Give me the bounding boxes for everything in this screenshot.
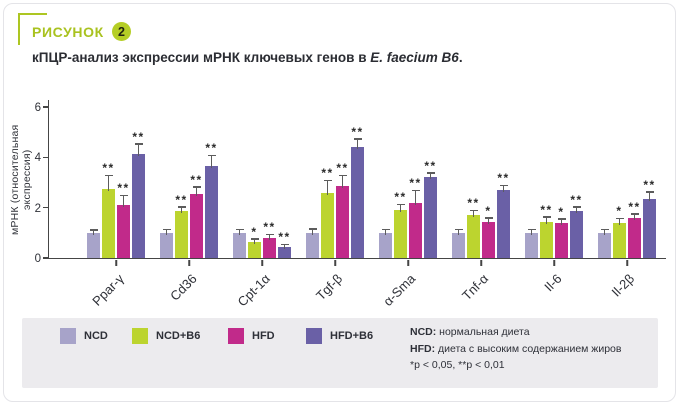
error-bar-cap bbox=[455, 229, 463, 231]
significance-label: ** bbox=[278, 230, 291, 245]
y-axis-label: мРНК (относительная экспрессия) bbox=[9, 124, 33, 236]
figure-number-badge: 2 bbox=[112, 22, 131, 41]
error-bar bbox=[458, 230, 460, 235]
legend-item-ncd-b6 bbox=[132, 328, 200, 344]
bar-NCD-Tgf-β bbox=[306, 233, 319, 258]
legend-notes bbox=[410, 324, 621, 374]
legend-item-ncd bbox=[60, 328, 108, 344]
error-bar-cap bbox=[309, 228, 317, 230]
bar-group-Tnf-α bbox=[452, 100, 510, 304]
y-tick-label: 4 bbox=[34, 152, 41, 165]
category-label-Cpt-1α: Cpt-1α bbox=[234, 271, 273, 310]
y-tick-label: 6 bbox=[34, 102, 41, 114]
significance-label: ** bbox=[175, 192, 188, 207]
bar-cell bbox=[452, 100, 465, 258]
bar-cell bbox=[205, 100, 218, 258]
error-bar bbox=[400, 205, 402, 212]
bar-NCD-Tnf-α bbox=[452, 233, 465, 258]
x-tick bbox=[334, 260, 336, 266]
error-bar bbox=[385, 230, 387, 235]
category-label-Il-6: Il-6 bbox=[541, 271, 565, 295]
error-bar bbox=[415, 191, 417, 204]
pvalue-note: *p < 0,05, **p < 0,01 bbox=[410, 359, 505, 371]
bar-cell bbox=[379, 100, 392, 258]
significance-label: ** bbox=[540, 202, 553, 217]
bar-NCD-α-Sma bbox=[379, 233, 392, 258]
note-text: нормальная диета bbox=[436, 326, 530, 338]
error-bar bbox=[649, 193, 651, 201]
bar-group-Tgf-β bbox=[306, 100, 364, 304]
note-text: диета с высоким содержанием жиров bbox=[435, 342, 622, 355]
legend-swatch bbox=[60, 328, 76, 344]
legend-swatch bbox=[306, 328, 322, 344]
bar-cell bbox=[278, 100, 291, 258]
figure-title-italic: E. faecium B6 bbox=[370, 50, 459, 65]
bar-groups bbox=[49, 100, 666, 310]
error-bar bbox=[269, 235, 271, 240]
bar-cell bbox=[525, 100, 538, 258]
x-tick bbox=[261, 260, 263, 266]
bar-NCD+B6-α-Sma bbox=[394, 210, 407, 258]
error-bar bbox=[634, 215, 636, 220]
error-bar-cap bbox=[601, 229, 609, 231]
bar-NCD-Il-6 bbox=[525, 233, 538, 258]
significance-label: ** bbox=[321, 166, 334, 181]
error-bar bbox=[93, 231, 95, 235]
y-tick bbox=[43, 157, 49, 159]
error-bar bbox=[239, 230, 241, 235]
figure-label: РИСУНОК bbox=[32, 24, 104, 40]
bar-HFD+B6-Il-6 bbox=[570, 211, 583, 258]
bar-cell bbox=[467, 100, 480, 258]
error-bar bbox=[138, 145, 140, 156]
bar-NCD+B6-Il-2β bbox=[613, 223, 626, 258]
bar-NCD-Cd36 bbox=[160, 233, 173, 258]
note-term: HFD: bbox=[410, 342, 436, 355]
error-bar bbox=[531, 230, 533, 235]
figure-title-text: кПЦР-анализ экспрессии мРНК ключевых генов в bbox=[32, 50, 371, 65]
note-term: NCD: bbox=[410, 326, 437, 338]
y-tick-label: 2 bbox=[34, 202, 41, 215]
significance-label: ** bbox=[190, 172, 203, 187]
bar-HFD+B6-Tgf-β bbox=[351, 147, 364, 258]
bar-HFD-Cd36 bbox=[190, 194, 203, 258]
error-bar bbox=[473, 211, 475, 217]
bar-NCD+B6-Il-6 bbox=[540, 222, 553, 258]
bar-cell bbox=[87, 100, 100, 258]
legend-item-hfd bbox=[228, 328, 275, 344]
bar-group-α-Sma bbox=[379, 100, 437, 309]
y-tick bbox=[43, 106, 49, 108]
bar-NCD+B6-Tnf-α bbox=[467, 215, 480, 258]
bar-HFD-Il-2β bbox=[628, 218, 641, 258]
error-bar bbox=[181, 208, 183, 214]
significance-label: ** bbox=[467, 196, 480, 211]
bar-HFD-α-Sma bbox=[409, 203, 422, 258]
significance-label: ** bbox=[394, 190, 407, 205]
figure-title-period: . bbox=[458, 50, 463, 65]
error-bar bbox=[312, 230, 314, 235]
bar-group-Cpt-1α bbox=[233, 100, 291, 310]
error-bar bbox=[196, 188, 198, 196]
significance-label: ** bbox=[497, 171, 510, 186]
category-label-Tgf-β: Tgf-β bbox=[313, 271, 346, 304]
x-tick bbox=[407, 260, 409, 266]
error-bar bbox=[327, 181, 329, 194]
error-bar bbox=[546, 218, 548, 224]
x-tick bbox=[115, 260, 117, 266]
significance-label: * bbox=[616, 204, 623, 218]
significance-label: ** bbox=[643, 177, 656, 192]
bar-cell bbox=[306, 100, 319, 258]
error-bar bbox=[561, 220, 563, 225]
x-tick bbox=[553, 260, 555, 266]
error-bar bbox=[108, 176, 110, 191]
bar-cell bbox=[321, 100, 334, 258]
bar-cell bbox=[351, 100, 364, 258]
bar-HFD+B6-Ppar-γ bbox=[132, 154, 145, 258]
error-bar bbox=[284, 245, 286, 249]
significance-label: ** bbox=[336, 161, 349, 176]
bar-cell bbox=[233, 100, 246, 258]
bar-cell bbox=[555, 100, 568, 258]
bar-NCD-Il-2β bbox=[598, 233, 611, 258]
error-bar-cap bbox=[528, 229, 536, 231]
x-tick bbox=[626, 260, 628, 266]
bar-cell bbox=[570, 100, 583, 258]
significance-label: ** bbox=[263, 220, 276, 235]
error-bar bbox=[488, 219, 490, 224]
bar-HFD-Ppar-γ bbox=[117, 205, 130, 258]
bar-cell bbox=[117, 100, 130, 258]
error-bar bbox=[342, 176, 344, 188]
bar-group-Ppar-γ bbox=[87, 100, 145, 309]
x-tick bbox=[188, 260, 190, 266]
bar-cell bbox=[336, 100, 349, 258]
error-bar-cap bbox=[236, 229, 244, 231]
bar-cell bbox=[160, 100, 173, 258]
figure-title bbox=[32, 50, 463, 65]
bar-cell bbox=[540, 100, 553, 258]
error-bar-cap bbox=[382, 229, 390, 231]
plot-area bbox=[34, 100, 666, 310]
bar-cell bbox=[394, 100, 407, 258]
bar-cell bbox=[248, 100, 261, 258]
category-label-Ppar-γ: Ppar-γ bbox=[88, 271, 127, 309]
bar-HFD+B6-α-Sma bbox=[424, 177, 437, 258]
category-label-Tnf-α: Tnf-α bbox=[459, 271, 492, 304]
legend-swatch bbox=[132, 328, 148, 344]
bar-NCD+B6-Cpt-1α bbox=[248, 242, 261, 258]
error-bar bbox=[254, 240, 256, 244]
bar-cell bbox=[613, 100, 626, 258]
bar-HFD+B6-Il-2β bbox=[643, 199, 656, 258]
bar-cell bbox=[102, 100, 115, 258]
bar-cell bbox=[482, 100, 495, 258]
bar-cell bbox=[409, 100, 422, 258]
bar-NCD+B6-Ppar-γ bbox=[102, 189, 115, 258]
bar-NCD+B6-Tgf-β bbox=[321, 193, 334, 258]
note-hfd bbox=[410, 341, 621, 358]
note-ncd bbox=[410, 324, 621, 341]
error-bar bbox=[430, 174, 432, 180]
legend-label: NCD bbox=[84, 330, 108, 342]
significance-label: ** bbox=[117, 181, 130, 196]
error-bar bbox=[619, 219, 621, 225]
x-tick bbox=[480, 260, 482, 266]
significance-label: * bbox=[558, 204, 565, 219]
bar-HFD-Il-6 bbox=[555, 223, 568, 258]
bar-HFD+B6-Cd36 bbox=[205, 166, 218, 258]
bar-cell bbox=[132, 100, 145, 258]
bar-group-Il-2β bbox=[598, 100, 656, 300]
error-bar bbox=[166, 230, 168, 235]
bar-group-Il-6 bbox=[525, 100, 583, 295]
bar-NCD-Cpt-1α bbox=[233, 233, 246, 258]
legend-box bbox=[22, 318, 658, 388]
category-label-α-Sma: α-Sma bbox=[380, 271, 419, 309]
error-bar bbox=[211, 156, 213, 168]
significance-label: * bbox=[251, 224, 258, 239]
bar-HFD-Cpt-1α bbox=[263, 238, 276, 258]
significance-label: ** bbox=[570, 192, 583, 207]
y-tick-label: 0 bbox=[34, 253, 41, 265]
significance-label: * bbox=[485, 203, 492, 218]
error-bar bbox=[503, 186, 505, 192]
significance-label: ** bbox=[351, 124, 364, 139]
bar-NCD+B6-Cd36 bbox=[175, 211, 188, 258]
bar-HFD-Tgf-β bbox=[336, 186, 349, 258]
bar-cell bbox=[175, 100, 188, 258]
bar-cell bbox=[628, 100, 641, 258]
category-label-Il-2β: Il-2β bbox=[608, 271, 638, 300]
bar-cell bbox=[497, 100, 510, 258]
bar-cell bbox=[643, 100, 656, 258]
bar-NCD-Ppar-γ bbox=[87, 233, 100, 258]
legend-label: HFD+B6 bbox=[330, 330, 374, 342]
bar-cell bbox=[263, 100, 276, 258]
legend-label: NCD+B6 bbox=[156, 330, 201, 342]
legend-swatch bbox=[228, 328, 244, 344]
bar-cell bbox=[190, 100, 203, 258]
legend-item-hfd-b6 bbox=[306, 328, 373, 344]
error-bar bbox=[576, 208, 578, 214]
y-tick bbox=[43, 257, 49, 259]
significance-label: ** bbox=[409, 176, 422, 191]
bar-group-Cd36 bbox=[160, 100, 218, 304]
error-bar bbox=[357, 140, 359, 150]
bar-HFD-Tnf-α bbox=[482, 222, 495, 258]
error-bar-cap bbox=[90, 229, 98, 231]
bar-cell bbox=[598, 100, 611, 258]
significance-label: ** bbox=[102, 161, 115, 176]
bar-HFD+B6-Tnf-α bbox=[497, 190, 510, 258]
significance-label: ** bbox=[628, 199, 641, 214]
legend-label: HFD bbox=[252, 330, 275, 342]
error-bar-cap bbox=[163, 229, 171, 231]
category-label-Cd36: Cd36 bbox=[167, 271, 200, 304]
error-bar bbox=[604, 230, 606, 235]
error-bar bbox=[123, 196, 125, 207]
significance-label: ** bbox=[132, 129, 145, 144]
significance-label: ** bbox=[205, 141, 218, 156]
significance-label: ** bbox=[424, 158, 437, 173]
bar-cell bbox=[424, 100, 437, 258]
y-tick bbox=[43, 207, 49, 209]
